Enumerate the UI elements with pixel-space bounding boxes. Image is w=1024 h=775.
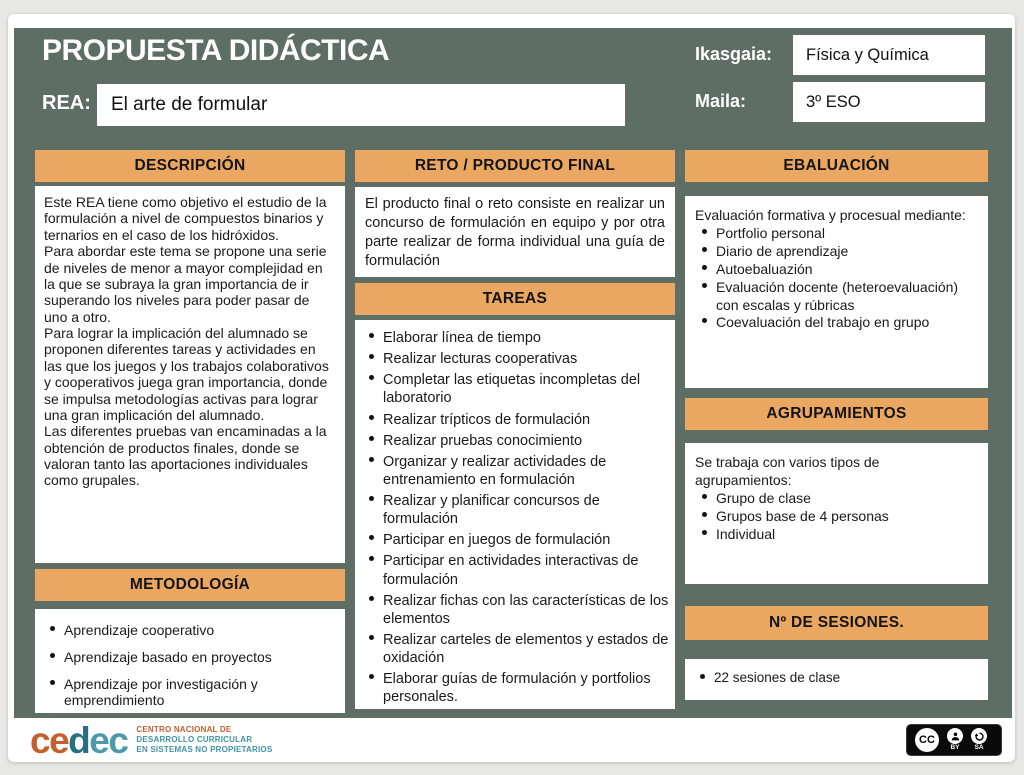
section-title: EBALUACIÓN [783, 157, 890, 174]
tareas-item: Participar en juegos de formulación [362, 531, 670, 549]
maila-input[interactable] [793, 82, 985, 122]
descripcion-paragraph: Este REA tiene como objetivo el estudio de la formulación a nivel de compuestos binarios y ternarios en el caso de los hidróxidos. [44, 194, 327, 243]
ebaluacion-item: Coevaluación del trabajo en grupo [695, 314, 978, 332]
section-title: RETO / PRODUCTO FINAL [414, 157, 616, 174]
ikasgaia-label: Ikasgaia: [695, 44, 773, 64]
tareas-content [355, 320, 675, 709]
page-title: PROPUESTA DIDÁCTICA [42, 34, 390, 67]
tareas-list [362, 329, 670, 706]
section-header-agrupamientos [685, 398, 988, 430]
content-columns [35, 150, 988, 713]
descripcion-paragraph: Las diferentes pruebas van encaminadas a la obtención de productos finales, donde se valoran tanto las aportaciones individuales como grupales. [44, 423, 327, 489]
rea-value: El arte de formular [111, 94, 268, 115]
document-page [8, 14, 1015, 762]
section-title: DESCRIPCIÓN [134, 157, 246, 174]
sa-label: SA [974, 744, 984, 752]
section-title: AGRUPAMIENTOS [766, 405, 907, 422]
agrupamientos-content [685, 443, 988, 584]
tagline-line: DESARROLLO CURRICULAR [136, 735, 253, 744]
descripcion-paragraph: Para lograr la implicación del alumnado se proponen diferentes tareas y actividades en las que los juegos y los trabajos colaborativos y cooperativos juega gran importancia, donde se impulsa metodologías activas para lograr una gran implicación del alumnado. [44, 325, 329, 423]
metodologia-item: Aprendizaje por investigación y emprendimiento [43, 676, 337, 710]
reto-text: El producto final o reto consiste en realizar un concurso de formulación en equipo y por otra parte realizar de forma individual una guía de formulación [365, 196, 665, 269]
tareas-item: Elaborar guías de formulación y portfolios personales. [362, 670, 670, 706]
agrupamientos-item: Grupos base de 4 personas [695, 508, 978, 526]
reto-content [355, 187, 675, 277]
section-header-metodologia [35, 569, 345, 601]
cc-icon: CC [915, 728, 939, 752]
section-header-descripcion [35, 150, 345, 182]
cedec-wordmark [30, 719, 128, 761]
agrupamientos-list [695, 490, 978, 544]
sesiones-content [685, 659, 988, 700]
section-title: Nº DE SESIONES. [768, 614, 905, 631]
agrupamientos-intro: Se trabaja con varios tipos de agrupamientos: [695, 454, 880, 488]
tareas-item: Realizar y planificar concursos de formulación [362, 492, 670, 528]
section-header-tareas [355, 283, 675, 315]
cc-sa-group [971, 728, 987, 752]
by-label: BY [950, 744, 960, 752]
tareas-item: Realizar trípticos de formulación [362, 411, 670, 429]
ebaluacion-intro: Evaluación formativa y procesual mediante: [695, 207, 966, 223]
ebaluacion-list [695, 225, 978, 332]
agrupamientos-item: Individual [695, 526, 978, 544]
ikasgaia-input[interactable] [793, 35, 985, 75]
tareas-item: Realizar fichas con las características de los elementos [362, 592, 670, 628]
logo-part: ce [30, 719, 69, 761]
metodologia-list [43, 622, 337, 709]
tareas-item: Realizar lecturas cooperativas [362, 350, 670, 368]
ikasgaia-value: Física y Química [806, 45, 929, 64]
cedec-tagline [136, 725, 272, 755]
main-panel [14, 28, 1012, 718]
section-header-sesiones [685, 606, 988, 640]
ebaluacion-content [685, 196, 988, 388]
cc-by-group [947, 728, 963, 752]
tareas-item: Participar en actividades interactivas de formulación [362, 552, 670, 588]
tareas-item: Elaborar línea de tiempo [362, 329, 670, 347]
ebaluacion-item: Diario de aprendizaje [695, 243, 978, 261]
descripcion-content [35, 186, 345, 563]
section-header-ebaluacion [685, 150, 988, 182]
maila-value: 3º ESO [806, 92, 861, 111]
section-header-reto [355, 150, 675, 182]
cc-license-badge[interactable] [906, 724, 1002, 756]
column-reto-tareas [355, 150, 675, 713]
metodologia-item: Aprendizaje cooperativo [43, 622, 337, 639]
rea-input[interactable] [97, 84, 625, 126]
logo-part: ec [89, 719, 128, 761]
section-title: TAREAS [482, 290, 548, 307]
agrupamientos-item: Grupo de clase [695, 490, 978, 508]
by-person-icon [947, 728, 963, 744]
sa-arrow-icon [971, 728, 987, 744]
column-descripcion [35, 150, 345, 713]
ebaluacion-item: Portfolio personal [695, 225, 978, 243]
tareas-item: Realizar pruebas conocimiento [362, 432, 670, 450]
tagline-line: EN SISTEMAS NO PROPIETARIOS [136, 745, 273, 754]
metodologia-item: Aprendizaje basado en proyectos [43, 649, 337, 666]
tareas-item: Realizar carteles de elementos y estados de oxidación [362, 631, 670, 667]
sesiones-list [693, 670, 980, 685]
tagline-line: CENTRO NACIONAL DE [136, 725, 232, 734]
ebaluacion-item: Evaluación docente (heteroevaluación) con escalas y rúbricas [695, 279, 978, 315]
page-footer [14, 720, 1012, 760]
metodologia-content [35, 609, 345, 713]
section-title: METODOLOGÍA [129, 576, 251, 593]
tareas-item: Organizar y realizar actividades de entrenamiento en formulación [362, 453, 670, 489]
sesiones-item: 22 sesiones de clase [693, 670, 980, 685]
logo-part: d [68, 719, 90, 761]
ebaluacion-item: Autoebaluazión [695, 261, 978, 279]
cedec-logo [30, 719, 273, 761]
rea-label: REA: [42, 92, 91, 114]
tareas-item: Completar las etiquetas incompletas del laboratorio [362, 371, 670, 407]
descripcion-paragraph: Para abordar este tema se propone una serie de niveles de menor a mayor complejidad en la que se subraya la gran importancia de ir superando los niveles para poder pasar de uno a otro. [44, 243, 327, 325]
column-evaluacion [685, 150, 988, 713]
maila-label: Maila: [695, 91, 747, 111]
